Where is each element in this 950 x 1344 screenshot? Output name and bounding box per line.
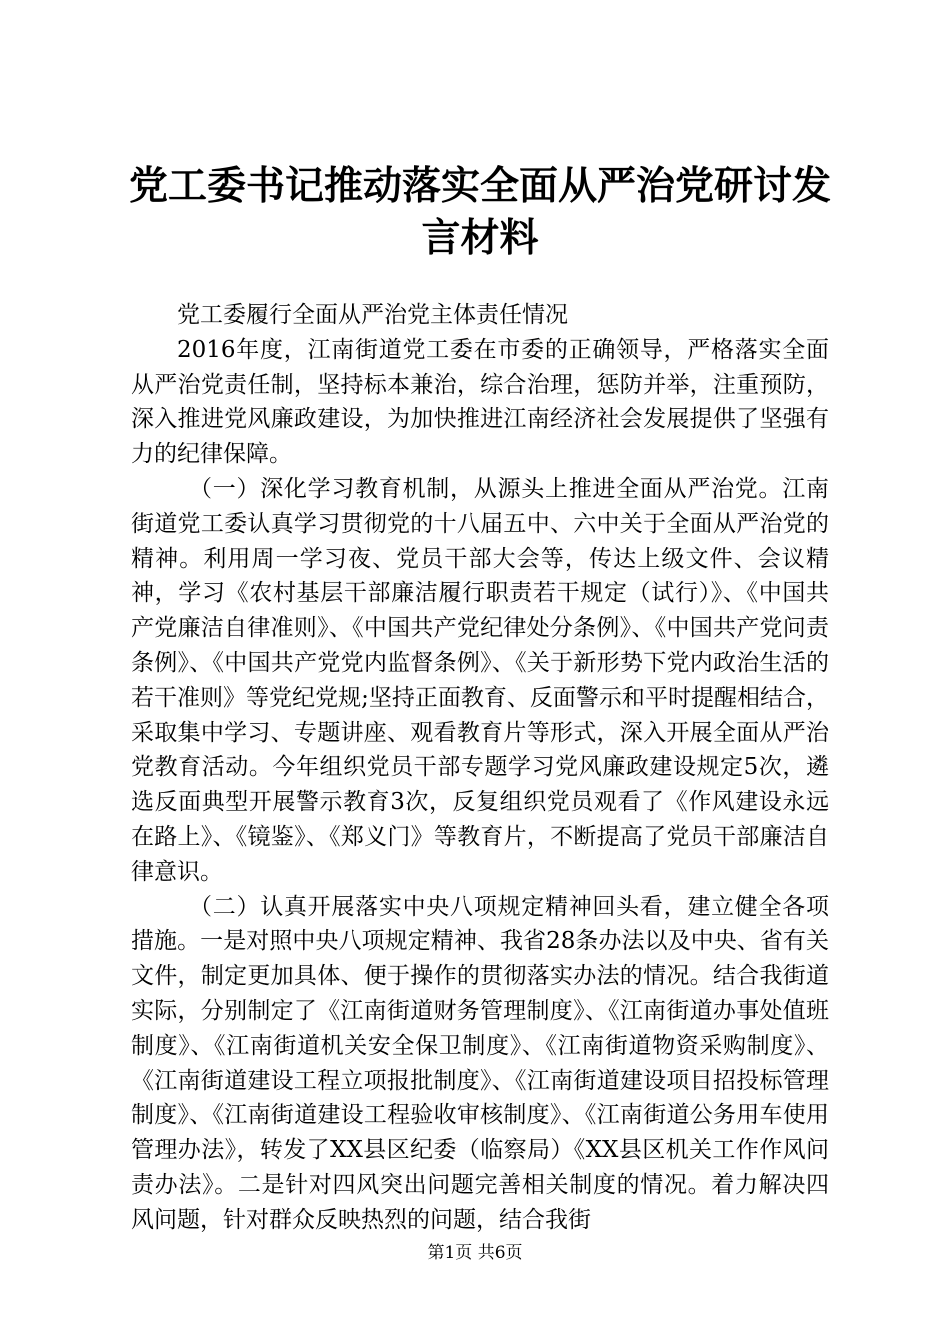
section-one-paragraph: （一）深化学习教育机制，从源头上推进全面从严治党。江南街道党工委认真学习贯彻党的十八届五中、六中关于全面从严治党的精神。利用周一学习夜、党员干部大会等，传达上级文件、会议精神，学习《农村基层干部廉洁履行职责若干规定（试行）》、《中国共产党廉洁自律准则》、《中国共产党纪律处分条例》、《中国共产党问责条例》、《中国共产党党内监督条例》、《关于新形势下党内政治生活的若干准则》等党纪党规;坚持正面教育、反面警示和平时提醒相结合，采取集中学习、专题讲座、观看教育片等形式，深入开展全面从严治党教育活动。今年组织党员干部专题学习党风廉政建设规定5次，遴选反面典型开展警示教育3次，反复组织党员观看了《作风建设永远在路上》、《镜鉴》、《郑义门》等教育片，不断提高了党员干部廉洁自律意识。: [131, 475, 829, 885]
document-body: [131, 298, 829, 1238]
page-number-footer: 第1页 共6页: [427, 1243, 523, 1263]
document-title: 党工委书记推动落实全面从严治党研讨发言材料: [128, 163, 831, 261]
intro-paragraph: 2016年度，江南街道党工委在市委的正确领导，严格落实全面从严治党责任制，坚持标本兼治，综合治理，惩防并举，注重预防，深入推进党风廉政建设，为加快推进江南经济社会发展提供了坚强有力的纪律保障。: [131, 336, 829, 468]
section-subtitle: 党工委履行全面从严治党主体责任情况: [177, 302, 568, 328]
section-two-paragraph: （二）认真开展落实中央八项规定精神回头看，建立健全各项措施。一是对照中央八项规定精神、我省28条办法以及中央、省有关文件，制定更加具体、便于操作的贯彻落实办法的情况。结合我街道实际，分别制定了《江南街道财务管理制度》、《江南街道办事处值班制度》、《江南街道机关安全保卫制度》、《江南街道物资采购制度》、《江南街道建设工程立项报批制度》、《江南街道建设项目招投标管理制度》、《江南街道建设工程验收审核制度》、《江南街道公务用车使用管理办法》，转发了XX县区纪委（临察局）《XX县区机关工作作风问责办法》。二是针对四风突出问题完善相关制度的情况。着力解决四风问题，针对群众反映热烈的问题，结合我街: [131, 893, 829, 1233]
